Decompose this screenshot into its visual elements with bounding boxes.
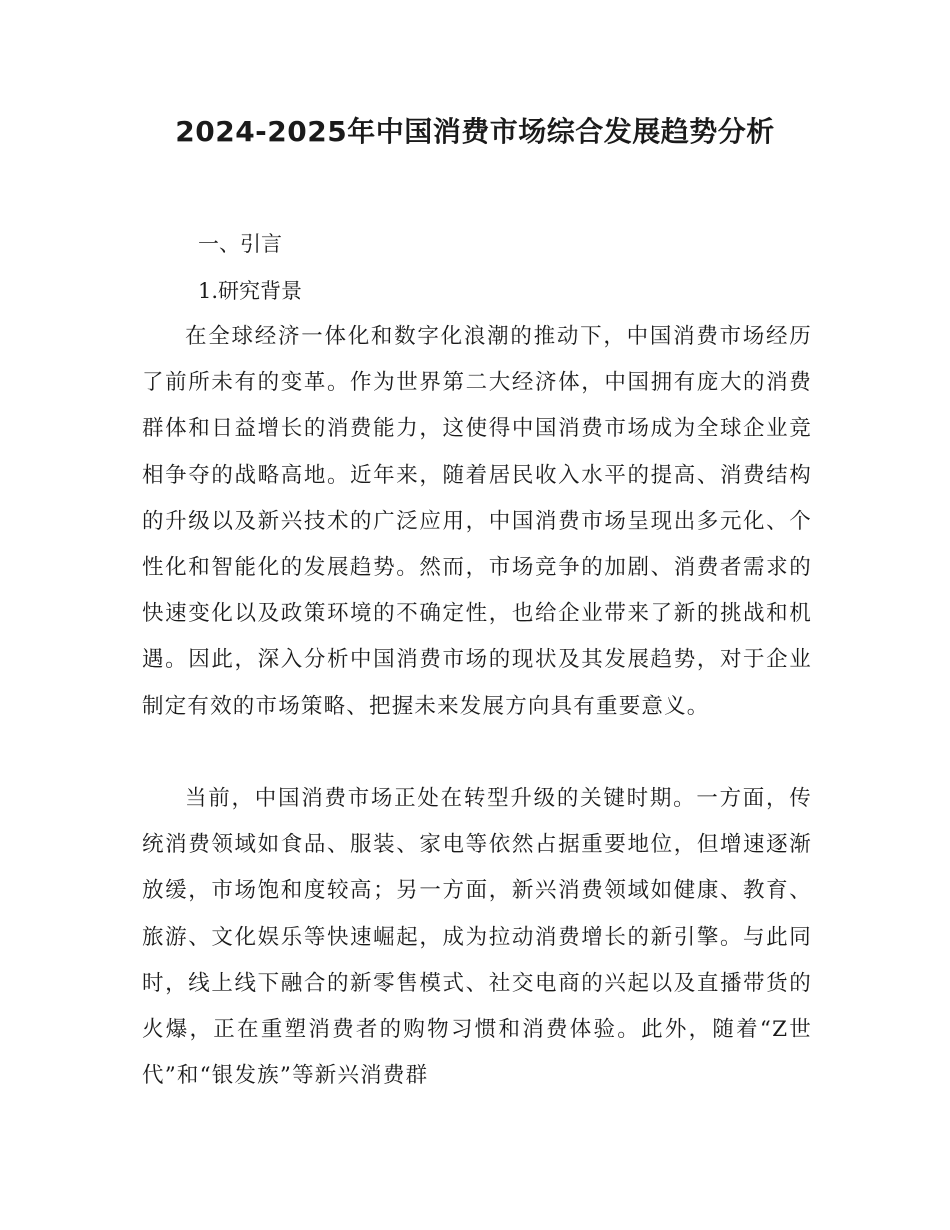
body-paragraph: 在全球经济一体化和数字化浪潮的推动下，中国消费市场经历了前所未有的变革。作为世界第二大经济体，中国拥有庞大的消费群体和日益增长的消费能力，这使得中国消费市场成为全球企业竞相争夺的战略高地。近年来，随着居民收入水平的提高、消费结构的升级以及新兴技术的广泛应用，中国消费市场呈现出多元化、个性化和智能化的发展趋势。然而，市场竞争的加剧、消费者需求的快速变化以及政策环境的不确定性，也给企业带来了新的挑战和机遇。因此，深入分析中国消费市场的现状及其发展趋势，对于企业制定有效的市场策略、把握未来发展方向具有重要意义。 — [142, 324, 812, 719]
document-title: 2024-2025年中国消费市场综合发展趋势分析 — [175, 115, 775, 148]
subsection-heading: 1.研究背景 — [198, 279, 303, 303]
body-paragraph: 当前，中国消费市场正处在转型升级的关键时期。一方面，传统消费领域如食品、服装、家电等依然占据重要地位，但增速逐渐放缓，市场饱和度较高；另一方面，新兴消费领域如健康、教育、旅游、文化娱乐等快速崛起，成为拉动消费增长的新引擎。与此同时，线上线下融合的新零售模式、社交电商的兴起以及直播带货的火爆，正在重塑消费者的购物习惯和消费体验。此外，随着“Z世代”和“银发族”等新兴消费群 — [142, 786, 812, 1089]
section-heading: 一、引言 — [198, 232, 282, 256]
